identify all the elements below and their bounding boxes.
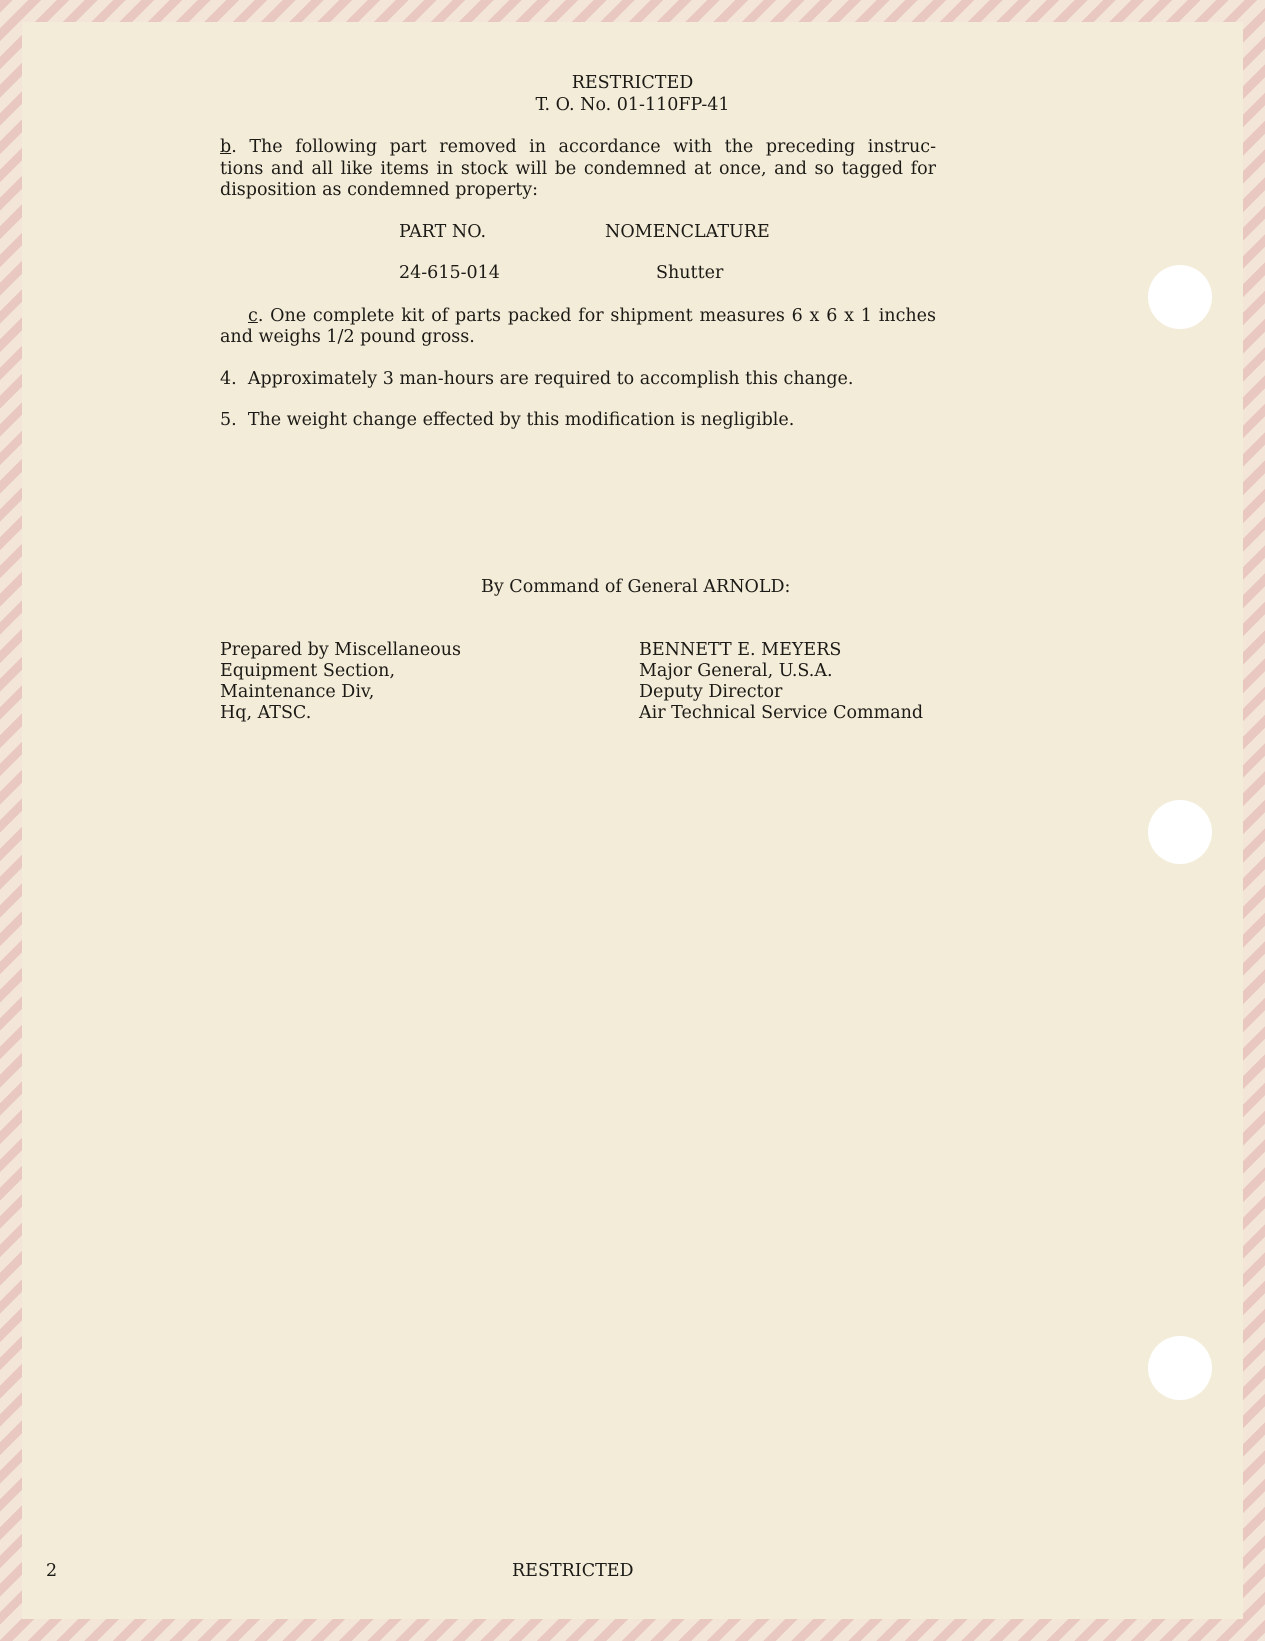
header-order-number: T. O. No. 01-110FP-41 — [535, 95, 730, 115]
para-c-label: c — [248, 306, 258, 326]
para-4: 4. Approximately 3 man-hours are required to accomplish this change. — [220, 369, 854, 389]
page-number: 2 — [46, 1561, 58, 1581]
para-b-label: b — [220, 137, 232, 157]
signature-title: Deputy Director — [639, 682, 783, 702]
header-classification: RESTRICTED — [571, 73, 694, 93]
para-c-line-2: and weighs 1/2 pound gross. — [220, 327, 475, 347]
punch-hole-middle — [1148, 800, 1212, 864]
signature-command: Air Technical Service Command — [639, 703, 924, 723]
prepared-by-line: Maintenance Div, — [220, 682, 375, 702]
prepared-by-line: Prepared by Miscellaneous — [220, 640, 461, 660]
punch-hole-top — [1148, 265, 1212, 329]
table-cell-nomenclature: Shutter — [656, 263, 724, 283]
signature-rank: Major General, U.S.A. — [639, 661, 833, 681]
prepared-by-line: Equipment Section, — [220, 661, 396, 681]
page-sheet — [22, 22, 1243, 1619]
table-header-part-no: PART NO. — [399, 222, 487, 242]
prepared-by-line: Hq, ATSC. — [220, 703, 312, 723]
signature-name: BENNETT E. MEYERS — [639, 640, 842, 660]
para-c-line-1: c. One complete kit of parts packed for shipment measures 6 x 6 x 1 inches — [248, 306, 936, 326]
punch-hole-bottom — [1148, 1336, 1212, 1400]
para-b-line-2: tions and all like items in stock will be condemned at once, and so tagged for — [220, 159, 936, 179]
para-b-line-1: b. The following part removed in accordance with the preceding instruc- — [220, 137, 936, 157]
table-cell-part-no: 24-615-014 — [399, 263, 500, 283]
command-line: By Command of General ARNOLD: — [481, 577, 791, 597]
para-5: 5. The weight change effected by this modification is negligible. — [220, 410, 795, 430]
table-header-nomenclature: NOMENCLATURE — [605, 222, 770, 242]
para-b-line-3: disposition as condemned property: — [220, 180, 539, 200]
footer-classification: RESTRICTED — [512, 1561, 634, 1581]
